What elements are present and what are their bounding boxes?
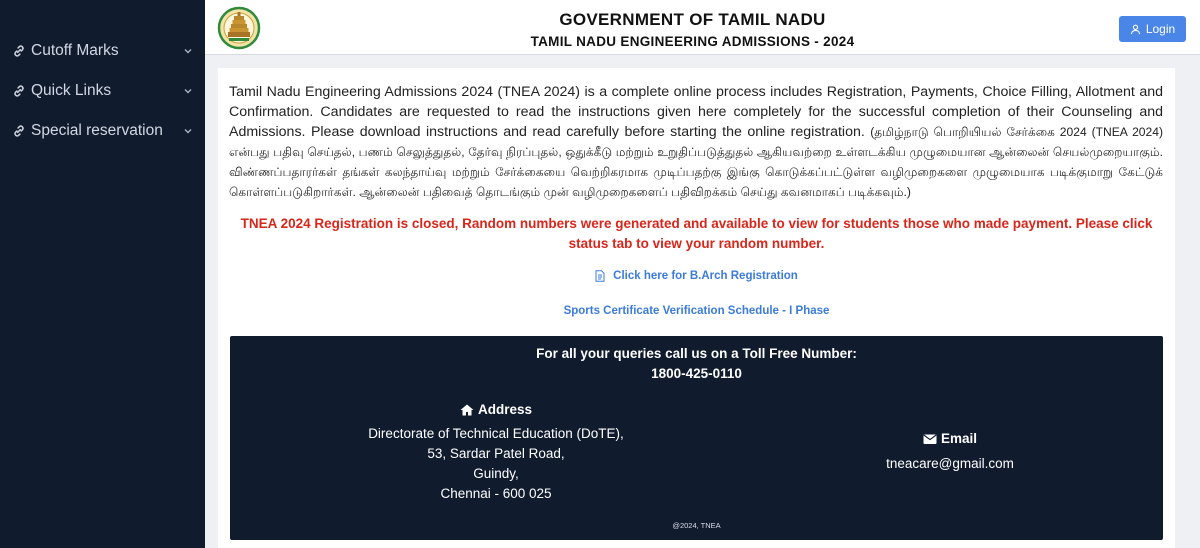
chevron-down-icon [183, 126, 193, 136]
sidebar-item-label: Quick Links [31, 82, 112, 99]
intro-tamil: (தமிழ்நாடு பொறியியல் சேர்க்கை 2024 (TNEA 2024) என்பது பதிவு செய்தல், பணம் செலுத்துதல், தேர்வு நிரப்புதல், ஒதுக்கீடு மற்றும் உறுதிப்படுத்துதல் ஆகியவற்றை உள்ளடக்கிய முழுமையான ஆன்லைன் செயல்முறையாகும். விண்ணப்பதாரர்கள் தங்கள் கலந்தாய்வு மற்றும் சேர்க்கையை வெற்றிகரமாக முடிப்பதற்கு இங்கு கொடுக்கப்பட்டுள்ள வழிமுறைகளை முழுமையாக படிக்குமாறு கேட்டுக் கொள்ளப்படுகிறார்கள். ஆன்லைன் பதிவைத் தொடங்கும் முன் வழிமுறைகளைப் பதிவிறக்கம் செய்து கவனமாகப் படிக்கவும்.) [229, 125, 1163, 199]
sidebar-item-cutoff-marks[interactable] [0, 31, 205, 71]
contact-footer [230, 336, 1163, 540]
sidebar-item-label: Special reservation [31, 122, 163, 139]
sports-certificate-link[interactable]: Sports Certificate Verification Schedule - I Phase [563, 305, 830, 317]
page-scrollbar[interactable] [1190, 55, 1200, 548]
email-address: tneacare@gmail.com [886, 456, 1014, 471]
address-line: 53, Sardar Patel Road, [427, 446, 565, 461]
main-content [218, 68, 1175, 548]
barch-registration-link[interactable] [218, 270, 1175, 282]
registration-closed-notice: TNEA 2024 Registration is closed, Random numbers were generated and available to view for students those who made payment. Please click status tab to view your random number. [240, 216, 1153, 251]
page-subtitle: TAMIL NADU ENGINEERING ADMISSIONS - 2024 [530, 34, 855, 49]
address-title: Address [477, 402, 533, 417]
copyright-text: @2024, TNEA [672, 521, 721, 530]
page-title: GOVERNMENT OF TAMIL NADU [559, 10, 826, 29]
address-line: Guindy, [473, 466, 519, 481]
login-label: Login [1145, 22, 1176, 36]
link-icon [12, 124, 26, 138]
sidebar-item-special-reservation[interactable] [0, 111, 205, 151]
intro-english: Tamil Nadu Engineering Admissions 2024 (TNEA 2024) is a complete online process includes Registration, Payments, Choice Filling, Allotment and Confirmation. Candidates are requested to read the instructions given here completely for the successful completion of their Counseling and Admissions. Please download instructions and read carefully before starting the online registration. [229, 84, 1163, 140]
address-line: Directorate of Technical Education (DoTE), [368, 426, 624, 441]
address-line: Chennai - 600 025 [440, 486, 552, 501]
chevron-down-icon [183, 46, 193, 56]
email-title: Email [940, 431, 978, 446]
intro-paragraph [229, 82, 1163, 202]
link-icon [12, 84, 26, 98]
envelope-icon [923, 433, 937, 445]
email-heading [890, 431, 1010, 446]
toll-free-label: For all your queries call us on a Toll Free Number: [536, 346, 857, 361]
top-header [205, 0, 1200, 55]
barch-link-label: Click here for B.Arch Registration [613, 270, 798, 282]
link-icon [12, 44, 26, 58]
user-icon [1130, 24, 1141, 35]
document-icon [595, 270, 605, 282]
toll-free-number: 1800-425-0110 [651, 366, 742, 381]
sidebar-item-label: Cutoff Marks [31, 42, 119, 59]
home-icon [460, 404, 474, 416]
sidebar-item-quick-links[interactable] [0, 71, 205, 111]
sidebar [0, 0, 205, 548]
chevron-down-icon [183, 86, 193, 96]
address-heading [420, 402, 572, 417]
login-button[interactable] [1119, 16, 1186, 42]
